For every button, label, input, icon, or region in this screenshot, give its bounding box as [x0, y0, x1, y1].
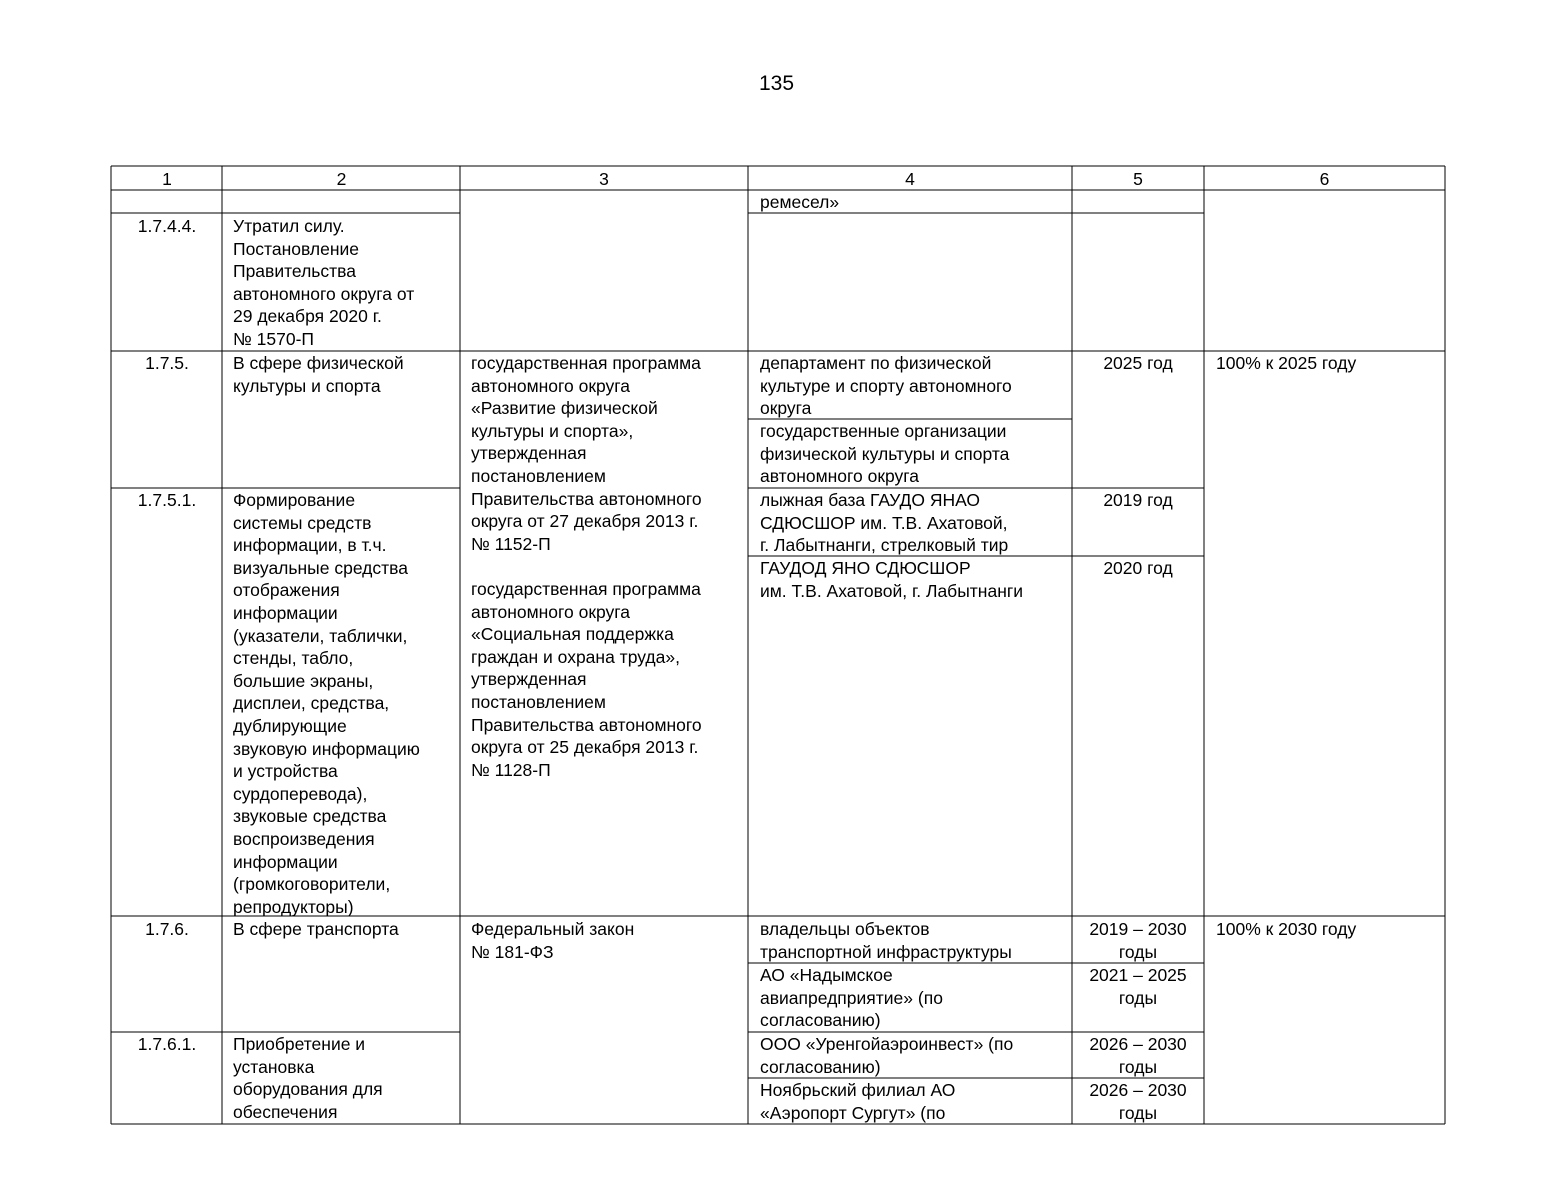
row-number: 1.7.4.4.: [137, 216, 197, 236]
executor: лыжная база ГАУДО ЯНАО СДЮСШОР им. Т.В. Ахатовой, г. Лабытнанги, стрелковый тир: [760, 490, 1009, 556]
executor: ГАУДОД ЯНО СДЮСШОР им. Т.В. Ахатовой, г. Лабытнанги: [760, 558, 1024, 601]
header-col-2: 2: [336, 169, 347, 189]
target-value: 100% к 2030 году: [1216, 919, 1357, 939]
measure-name: В сфере транспорта: [233, 919, 399, 939]
term: 2021 – 2025 годы: [1089, 965, 1187, 1008]
term: 2020 год: [1103, 558, 1173, 578]
measure-name: Формирование системы средств информации, в т.ч. визуальные средства отображения информации (указатели, таблички, стенды, табло, большие экраны, дисплеи, средства, дублирующие звуковую информацию и устройства сурдоперевода), звуковые средства воспроизведения информации (громкоговорители, репродукторы): [233, 490, 420, 917]
executor: государственные организации физической культуры и спорта автономного округа: [760, 421, 1010, 487]
header-col-4: 4: [905, 169, 915, 189]
header-col-1: 1: [162, 169, 172, 189]
row-number: 1.7.5.: [145, 353, 189, 373]
measure-name: Приобретение и установка оборудования для обеспечения: [233, 1034, 383, 1122]
row-number: 1.7.6.1.: [137, 1034, 197, 1054]
term: 2026 – 2030 годы: [1089, 1034, 1187, 1077]
legal-basis: государственная программа автономного округа «Развитие физической культуры и спорта», утвержденная постановлением Правительства автономного округа от 27 декабря 2013 г. № 1152-П государственная программа автономного округа «Социальная поддержка граждан и охрана труда», утвержденная постановлением Правительства автономного округа от 25 декабря 2013 г. № 1128-П: [471, 353, 702, 780]
term: 2019 – 2030 годы: [1089, 919, 1187, 962]
executor: ООО «Уренгойаэроинвест» (по согласованию): [760, 1034, 1014, 1077]
target-value: 100% к 2025 году: [1216, 353, 1357, 373]
row-number: 1.7.5.1.: [137, 490, 197, 510]
header-col-5: 5: [1133, 169, 1143, 189]
measure-name: В сфере физической культуры и спорта: [233, 353, 404, 396]
row-number: 1.7.6.: [145, 919, 189, 939]
header-col-6: 6: [1319, 169, 1330, 189]
executor: АО «Надымское авиапредприятие» (по согласованию): [760, 965, 943, 1031]
measure-name: Утратил силу. Постановление Правительства автономного округа от 29 декабря 2020 г. № 1570-П: [233, 216, 415, 349]
term: 2026 – 2030 годы: [1089, 1080, 1187, 1123]
continuation-executor: ремесел»: [760, 192, 840, 212]
header-col-3: 3: [599, 169, 609, 189]
page-number: 135: [758, 72, 795, 95]
term: 2025 год: [1103, 353, 1173, 373]
term: 2019 год: [1103, 490, 1173, 510]
legal-basis: Федеральный закон № 181-ФЗ: [471, 919, 635, 962]
executor: Ноябрьский филиал АО «Аэропорт Сургут» (по: [760, 1080, 956, 1123]
executor: департамент по физической культуре и спорту автономного округа: [760, 353, 1012, 419]
executor: владельцы объектов транспортной инфраструктуры: [760, 919, 1012, 962]
